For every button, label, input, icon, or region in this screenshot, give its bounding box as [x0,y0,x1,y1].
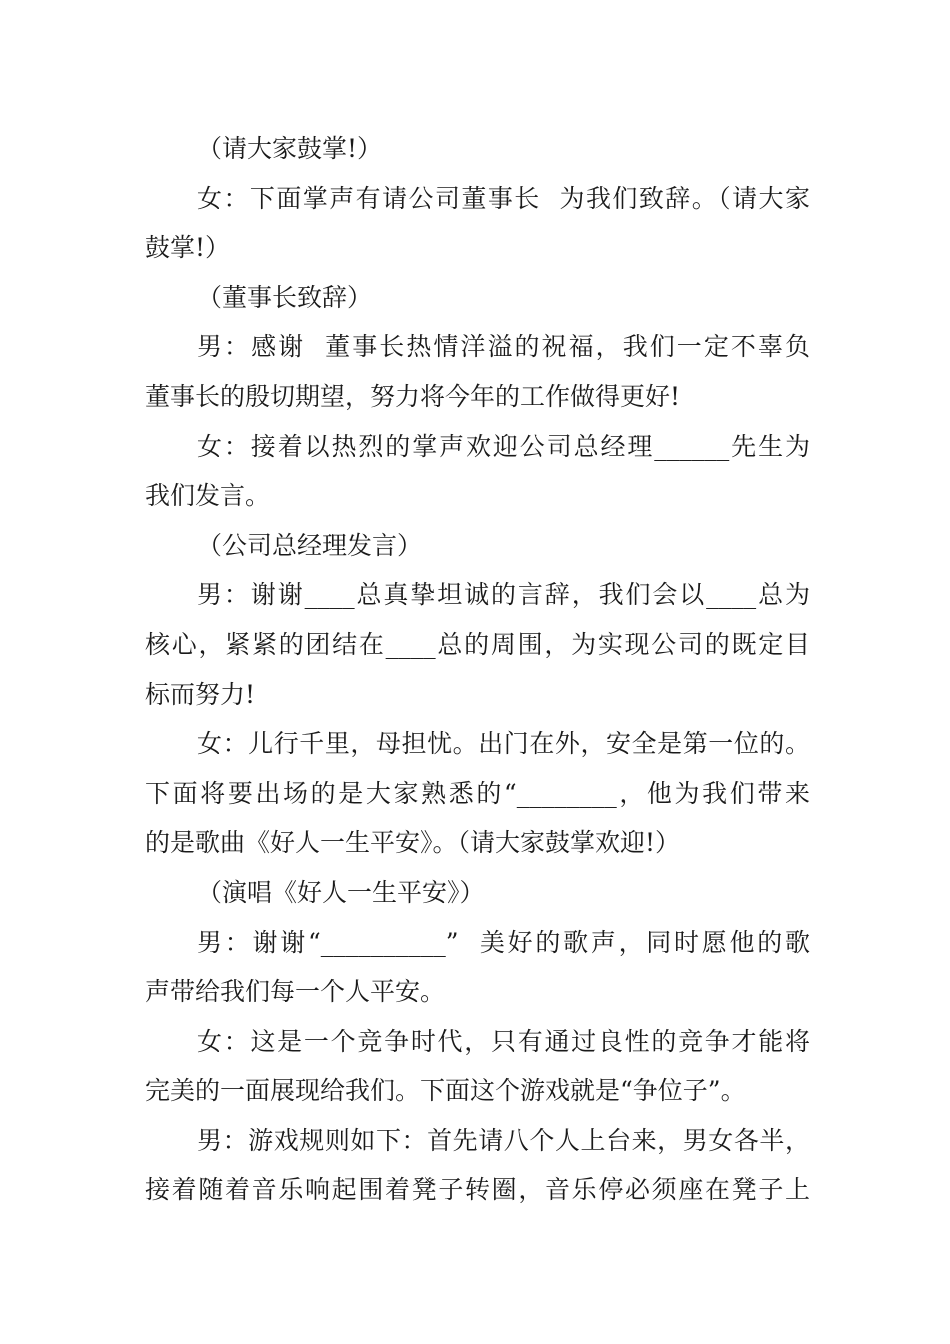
dialogue-line-continued: 我们发言。 [145,481,271,511]
dialogue-line-continued: 标而努力! [145,679,256,709]
stage-direction: （董事长致辞） [197,282,373,312]
dialogue-line: 女：下面掌声有请公司董事长 为我们致辞。（请大家 [197,183,810,213]
dialogue-line: 男：感谢 董事长热情洋溢的祝福，我们一定不辜负 [197,332,810,362]
stage-direction: （演唱《好人一生平安》） [197,877,485,907]
dialogue-line: 女：儿行千里，母担忧。出门在外，安全是第一位的。 [197,729,810,759]
dialogue-line-continued: 声带给我们每一个人平安。 [145,977,446,1007]
dialogue-line-continued: 的是歌曲《好人一生平安》。（请大家鼓掌欢迎!） [145,828,681,858]
dialogue-line-continued: 下面将要出场的是大家熟悉的“________，他为我们带来 [145,778,810,808]
dialogue-line: 女：接着以热烈的掌声欢迎公司总经理______先生为 [197,431,810,461]
dialogue-line: 男：游戏规则如下：首先请八个人上台来，男女各半， [197,1125,810,1155]
dialogue-line-continued: 完美的一面展现给我们。下面这个游戏就是“争位子”。 [145,1076,746,1106]
document-body [145,124,810,1215]
dialogue-line-continued: 鼓掌!） [145,233,231,263]
stage-direction: （公司总经理发言） [197,530,423,560]
dialogue-line-continued: 接着随着音乐响起围着凳子转圈，音乐停必须座在凳子上 [145,1175,810,1205]
dialogue-line: 男：谢谢____总真挚坦诚的言辞，我们会以____总为 [197,580,810,610]
dialogue-line: 女：这是一个竞争时代，只有通过良性的竞争才能将 [197,1026,810,1056]
dialogue-line-continued: 核心，紧紧的团结在____总的周围，为实现公司的既定目 [145,629,810,659]
dialogue-line: 男：谢谢“__________” 美好的歌声，同时愿他的歌 [197,927,810,957]
stage-direction: （请大家鼓掌!） [197,134,383,163]
dialogue-line-continued: 董事长的殷切期望，努力将今年的工作做得更好! [145,381,681,411]
